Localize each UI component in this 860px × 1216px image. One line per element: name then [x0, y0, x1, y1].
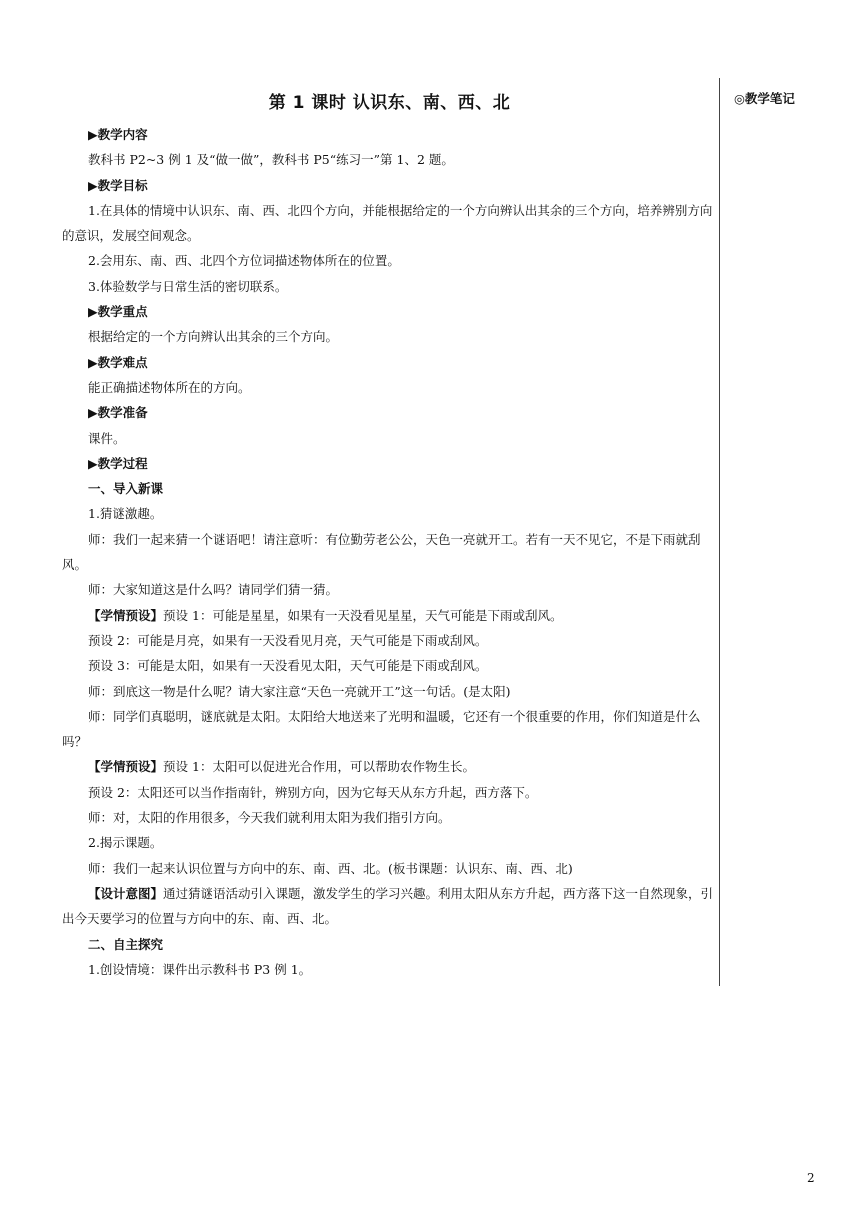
- section-heading: ▶教学内容: [88, 127, 148, 142]
- section-heading: ▶教学目标: [88, 177, 148, 193]
- section-heading: 二、自主探究: [88, 936, 164, 952]
- inline-bold-label: 【学情预设】: [88, 607, 164, 623]
- notes-divider: [719, 78, 720, 986]
- section-heading: ▶教学过程: [88, 455, 148, 471]
- paragraph: [62, 754, 717, 779]
- section-heading: ▶教学难点: [88, 354, 148, 370]
- section-heading: 一、导入新课: [88, 481, 164, 497]
- paragraph: [62, 881, 717, 932]
- lesson-content: [62, 122, 717, 982]
- paragraph: 师：我们一起来猜一个谜语吧！请注意听：有位勤劳老公公，天色一亮就开工。若有一天不见它，不是下雨就刮风。: [62, 531, 701, 573]
- paragraph: 预设 2：太阳还可以当作指南针，辨别方向，因为它每天从东方升起，西方落下。: [88, 784, 538, 800]
- paragraph: 3.体验数学与日常生活的密切联系。: [88, 278, 288, 294]
- paragraph: [62, 603, 717, 628]
- paragraph: 师：我们一起来认识位置与方向中的东、南、西、北。(板书课题：认识东、南、西、北): [88, 860, 573, 876]
- paragraph: 1.猜谜激趣。: [88, 506, 163, 522]
- paragraph: 师：大家知道这是什么吗？请同学们猜一猜。: [88, 582, 339, 598]
- inline-bold-label: 【设计意图】: [88, 885, 164, 901]
- main-column: [62, 88, 717, 982]
- page-number: 2: [807, 1171, 815, 1185]
- paragraph: 2.会用东、南、西、北四个方位词描述物体所在的位置。: [88, 253, 400, 269]
- lesson-title: 第 1 课时 认识东、南、西、北: [268, 93, 511, 113]
- paragraph: 根据给定的一个方向辨认出其余的三个方向。: [88, 329, 339, 345]
- section-heading: ▶教学重点: [88, 304, 148, 320]
- paragraph: 预设 3：可能是太阳，如果有一天没看见太阳，天气可能是下雨或刮风。: [88, 658, 488, 674]
- paragraph: 师：到底这一物是什么呢？请大家注意“天色一亮就开工”这一句话。(是太阳): [88, 683, 511, 699]
- paragraph: 教科书 P2~3 例 1 及“做一做”，教科书 P5“练习一”第 1、2 题。: [88, 152, 454, 168]
- paragraph: 1.创设情境：课件出示教科书 P3 例 1。: [88, 961, 312, 977]
- paragraph-text: 预设 1：太阳可以促进光合作用，可以帮助农作物生长。: [163, 759, 475, 775]
- section-heading: ▶教学准备: [88, 405, 148, 421]
- paragraph: 能正确描述物体所在的方向。: [88, 379, 251, 395]
- paragraph: 师：对，太阳的作用很多，今天我们就利用太阳为我们指引方向。: [88, 810, 451, 826]
- inline-bold-label: 【学情预设】: [88, 759, 164, 775]
- paragraph: 师：同学们真聪明，谜底就是太阳。太阳给大地送来了光明和温暖，它还有一个很重要的作用，你们知道是什么吗？: [62, 708, 701, 750]
- paragraph-text: 预设 1：可能是星星，如果有一天没看见星星，天气可能是下雨或刮风。: [163, 607, 563, 623]
- paragraph: 2.揭示课题。: [88, 835, 163, 851]
- paragraph: 课件。: [88, 430, 126, 446]
- paragraph-text: 通过猜谜语活动引入课题，激发学生的学习兴趣。利用太阳从东方升起，西方落下这一自然现象，引出今天要学习的位置与方向中的东、南、西、北。: [62, 885, 714, 927]
- paragraph: 预设 2：可能是月亮，如果有一天没看见月亮，天气可能是下雨或刮风。: [88, 632, 488, 648]
- paragraph: 1.在具体的情境中认识东、南、西、北四个方向，并能根据给定的一个方向辨认出其余的三个方向，培养辨别方向的意识，发展空间观念。: [62, 202, 713, 244]
- teaching-notes-label: ◎教学笔记: [734, 91, 795, 106]
